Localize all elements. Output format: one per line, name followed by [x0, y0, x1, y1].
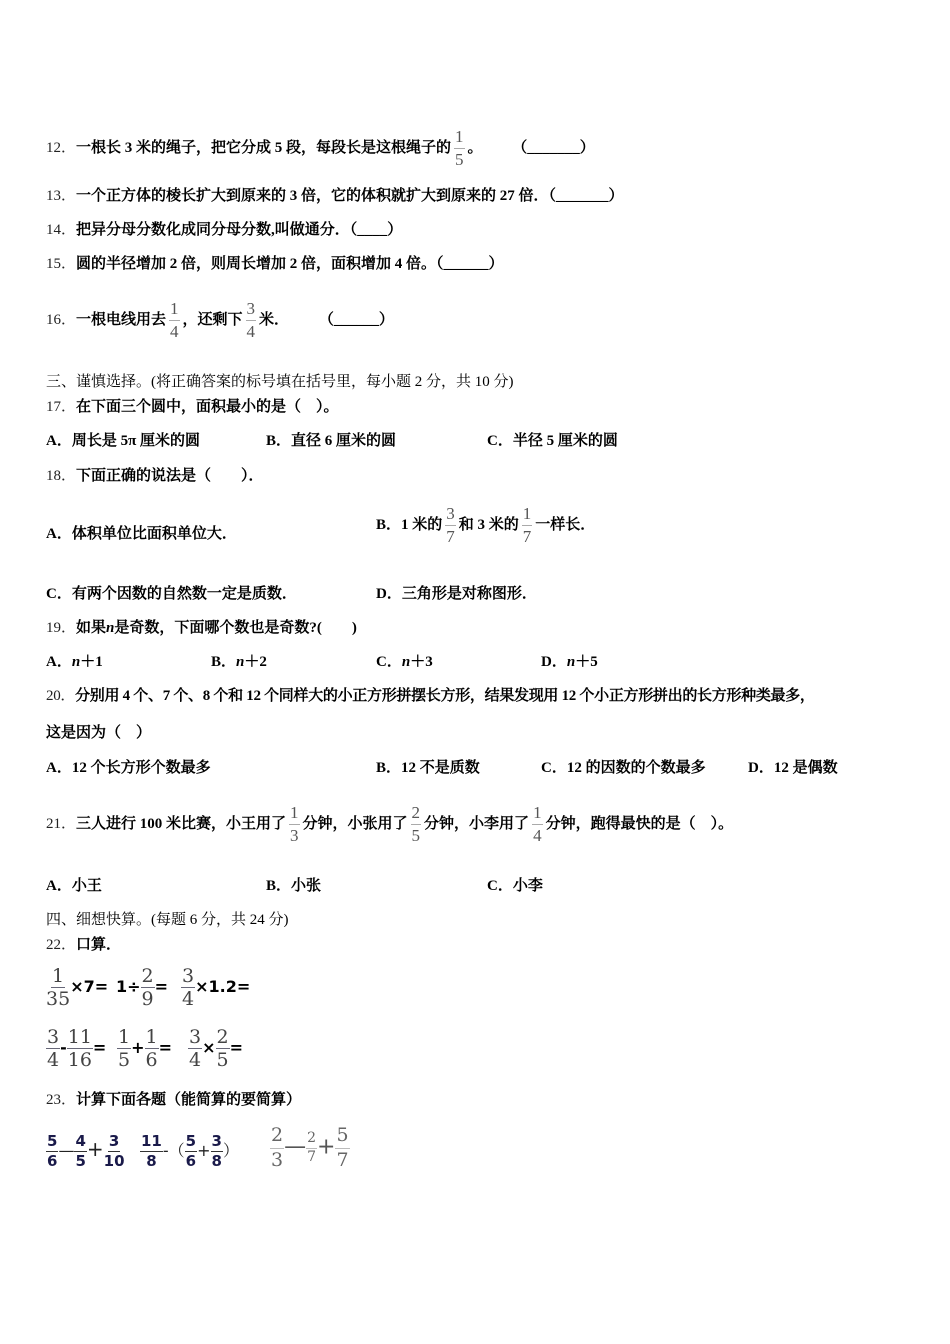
question-text: 把异分母分数化成同分母分数,叫做通分． [76, 222, 350, 238]
fraction: $\frac{1}{3}$ [290, 803, 299, 845]
fraction: $\frac{1}{4}$ [533, 803, 542, 845]
question-number: 18． [46, 468, 77, 484]
question-23 [46, 1090, 301, 1110]
variable: n [106, 620, 115, 636]
question-number: 15． [46, 256, 77, 272]
question-text: 下面正确的说法是（ ）． [76, 468, 264, 484]
question-19: 19．如果n是奇数，下面哪个数也是奇数?( ) [46, 620, 357, 636]
calc-expression-1: $\frac{5}{6}$ — $\frac{4}{5}$ + $\frac{3}{10}$ [47, 1132, 125, 1170]
mental-calc-4: $\frac{3}{4}$ - $\frac{11}{16}$ = [47, 1026, 107, 1071]
mental-calc-2: 1÷ $\frac{2}{9}$ = [116, 965, 169, 1010]
option-b[interactable]: B．1 米的 $\frac{3}{7}$ 和 3 米的 $\frac{1}{7}$ 一样长． [376, 504, 596, 546]
question-number: 14． [46, 222, 77, 238]
option-a[interactable]: A．小王 [46, 878, 102, 894]
mental-calc-1: $\frac{1}{35}$ ×7= [46, 965, 109, 1010]
fraction: $\frac{2}{9}$ [141, 965, 154, 1010]
option-a[interactable]: A．12 个长方形个数最多 [46, 760, 211, 776]
calc-expression-3: $\frac{2}{3}$ — $\frac{2}{7}$ + $\frac{5}{7}$ [271, 1124, 349, 1171]
option-c[interactable]: C．12 的因数的个数最多 [541, 760, 706, 776]
question-number: 17． [46, 399, 77, 415]
question-18 [46, 466, 264, 486]
question-number: 23． [46, 1092, 77, 1108]
question-text: 圆的半径增加 2 倍，则周长增加 2 倍，面积增加 4 倍。 [76, 256, 437, 272]
fraction: $\frac{1}{4}$ [170, 299, 179, 341]
question-17 [46, 397, 339, 417]
question-22 [46, 935, 121, 955]
question-text: 一个正方体的棱长扩大到原来的 3 倍，它的体积就扩大到原来的 27 倍． [76, 188, 549, 204]
section-4-title: 四、细想快算。(每题 6 分，共 24 分) [46, 912, 289, 928]
section-3-title: 三、谨慎选择。(将正确答案的标号填在括号里，每小题 2 分，共 10 分) [46, 374, 514, 390]
question-12: 12．一根长 3 米的绳子，把它分成 5 段，每段长是这根绳子的 $\frac{1}{5}$ 。 （_______） [46, 127, 595, 169]
fraction: $\frac{1}{5}$ [455, 127, 464, 169]
option-b[interactable]: B．小张 [266, 878, 322, 894]
option-c[interactable]: C．半径 5 厘米的圆 [487, 433, 618, 449]
fraction: $\frac{3}{4}$ [182, 965, 195, 1010]
option-b[interactable]: B．n＋2 [211, 654, 267, 670]
fraction: $\frac{2}{5}$ [411, 803, 421, 845]
option-c[interactable]: C．有两个因数的自然数一定是质数． [46, 586, 297, 602]
answer-blank[interactable]: （_______） [512, 139, 595, 156]
mental-calc-5: $\frac{1}{5}$ + $\frac{1}{6}$ = [118, 1026, 172, 1071]
question-20-continued: 这是因为（ ） [46, 725, 152, 741]
option-d[interactable]: D．三角形是对称图形． [376, 586, 537, 602]
question-text: 口算． [76, 937, 122, 953]
question-20 [46, 686, 815, 706]
option-a[interactable]: A．n＋1 [46, 654, 103, 670]
fraction: $\frac{3}{7}$ [446, 504, 455, 546]
fraction: $\frac{3}{4}$ [246, 299, 256, 341]
calc-expression-2: $\frac{11}{8}$ -（ $\frac{5}{6}$ + $\frac{3}{8}$ ） [141, 1132, 239, 1170]
answer-blank[interactable]: （______） [318, 311, 394, 328]
answer-blank[interactable]: （____） [349, 222, 403, 238]
option-b[interactable]: B．直径 6 厘米的圆 [266, 433, 397, 449]
question-text: 分别用 4 个、7 个、8 个和 12 个同样大的小正方形拼摆长方形，结果发现用 12 个小正方形拼出的长方形种类最多， [75, 688, 815, 704]
question-text: 在下面三个圆中，面积最小的是（ ）。 [76, 399, 339, 415]
question-number: 20． [46, 688, 76, 704]
question-number: 13． [46, 188, 77, 204]
question-number: 16． [46, 311, 77, 328]
mental-calc-6: $\frac{3}{4}$ × $\frac{2}{5}$ = [189, 1026, 243, 1071]
question-number: 19． [46, 620, 77, 636]
fraction: $\frac{1}{35}$ [46, 965, 71, 1010]
option-d[interactable]: D．12 是偶数 [748, 760, 838, 776]
answer-blank[interactable]: （______） [436, 256, 504, 272]
question-number: 22． [46, 937, 77, 953]
question-13 [46, 186, 624, 206]
question-16: 16．一根电线用去 $\frac{1}{4}$ ，还剩下 $\frac{3}{4}$ 米． （______） [46, 299, 394, 341]
question-15 [46, 254, 504, 274]
option-b[interactable]: B．12 不是质数 [376, 760, 480, 776]
option-c[interactable]: C．小李 [487, 878, 543, 894]
option-a[interactable]: A．周长是 5π 厘米的圆 [46, 433, 201, 449]
option-d[interactable]: D．n＋5 [541, 654, 598, 670]
option-c[interactable]: C．n＋3 [376, 654, 433, 670]
mental-calc-3: $\frac{3}{4}$ ×1.2= [182, 965, 251, 1010]
question-text: 一根长 3 米的绳子，把它分成 5 段，每段长是这根绳子的 [76, 139, 452, 156]
question-14 [46, 220, 402, 240]
option-a[interactable]: A．体积单位比面积单位大． [46, 526, 237, 542]
answer-blank[interactable]: （_______） [548, 188, 624, 204]
question-21: 21．三人进行 100 米比赛，小王用了 $\frac{1}{3}$ 分钟，小张用了 $\frac{2}{5}$ 分钟，小李用了 $\frac{1}{4}$ 分钟，跑得最快的是（ ）。 [46, 803, 734, 845]
fraction: $\frac{1}{7}$ [522, 504, 532, 546]
question-text: 计算下面各题（能简算的要简算） [76, 1092, 302, 1108]
question-number: 12． [46, 139, 77, 156]
question-number: 21． [46, 815, 77, 832]
